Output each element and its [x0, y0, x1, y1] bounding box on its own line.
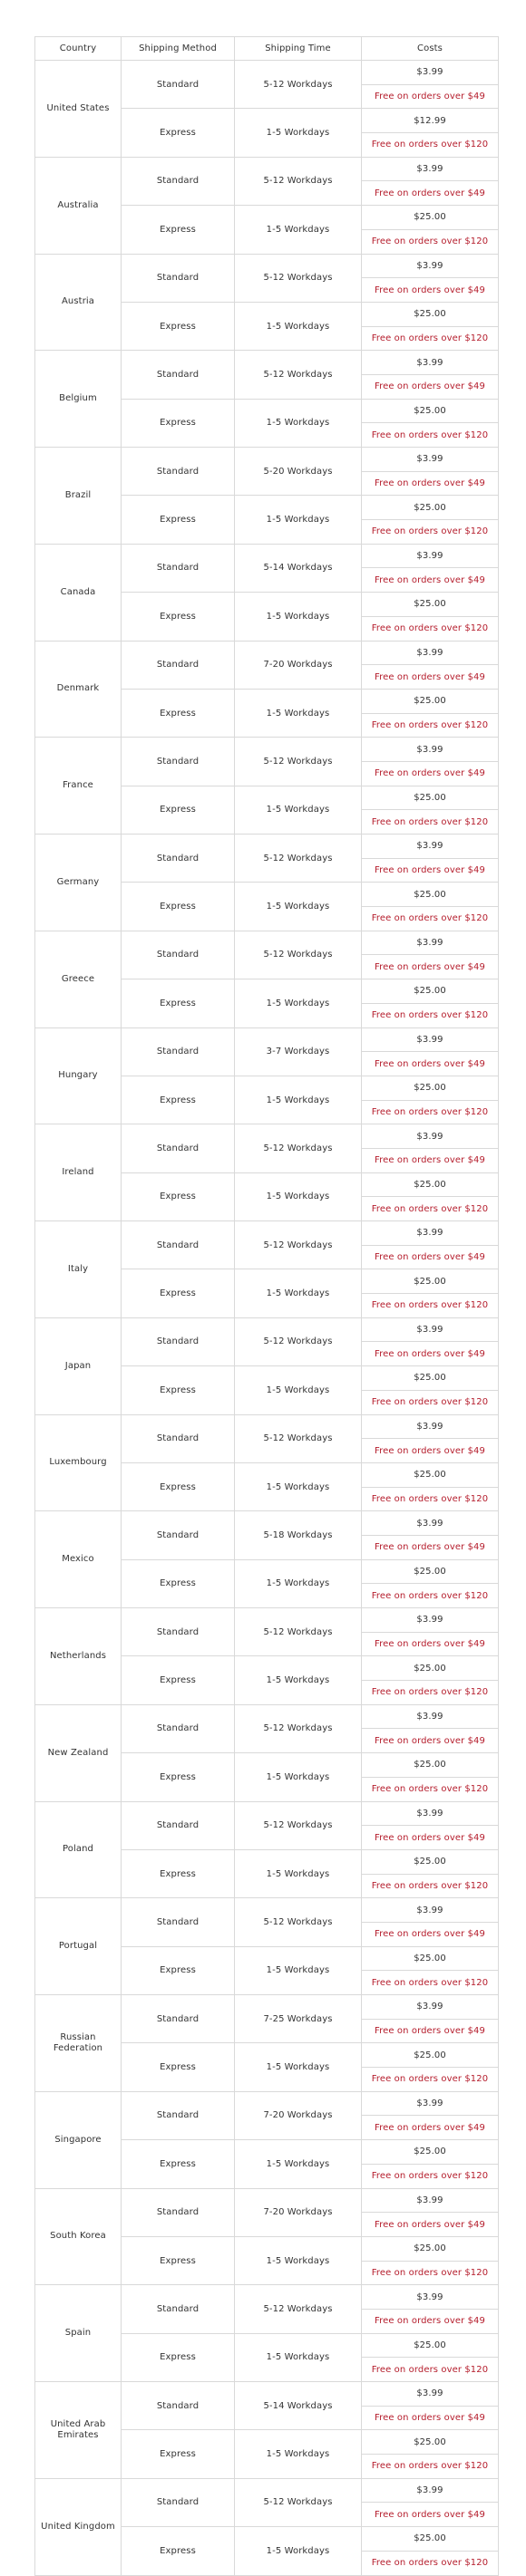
shipping-time-cell: 5-12 Workdays [235, 1608, 362, 1656]
free-shipping-note: Free on orders over $49 [362, 1052, 499, 1076]
method-cell: Standard [122, 2478, 235, 2526]
cost-cell: $3.99 [362, 1124, 499, 1149]
cost-cell: $3.99 [362, 157, 499, 181]
cost-cell: $3.99 [362, 2188, 499, 2213]
free-shipping-note: Free on orders over $120 [362, 1777, 499, 1801]
free-shipping-note: Free on orders over $120 [362, 2068, 499, 2092]
free-shipping-note: Free on orders over $49 [362, 2406, 499, 2430]
cost-cell: $25.00 [362, 1849, 499, 1874]
table-row [35, 1608, 499, 1633]
method-cell: Standard [122, 351, 235, 399]
shipping-time-cell: 5-14 Workdays [235, 544, 362, 592]
country-cell: Russian Federation [35, 1995, 122, 2092]
table-row [35, 1317, 499, 1342]
cost-cell: $3.99 [362, 1511, 499, 1536]
cost-cell: $25.00 [362, 1946, 499, 1971]
method-cell: Standard [122, 1608, 235, 1656]
cost-cell: $25.00 [362, 689, 499, 713]
free-shipping-note: Free on orders over $49 [362, 1245, 499, 1269]
method-cell: Standard [122, 61, 235, 109]
free-shipping-note: Free on orders over $49 [362, 2116, 499, 2140]
free-shipping-note: Free on orders over $49 [362, 1729, 499, 1753]
cost-cell: $3.99 [362, 254, 499, 278]
country-cell: Brazil [35, 448, 122, 545]
free-shipping-note: Free on orders over $120 [362, 1100, 499, 1124]
table-row [35, 254, 499, 278]
cost-cell: $3.99 [362, 1317, 499, 1342]
free-shipping-note: Free on orders over $49 [362, 665, 499, 690]
free-shipping-note: Free on orders over $120 [362, 133, 499, 158]
country-cell: Canada [35, 544, 122, 641]
shipping-time-cell: 5-12 Workdays [235, 2478, 362, 2526]
shipping-time-cell: 1-5 Workdays [235, 593, 362, 641]
country-cell: Australia [35, 157, 122, 254]
cost-cell: $25.00 [362, 979, 499, 1004]
method-cell: Express [122, 883, 235, 931]
shipping-time-cell: 1-5 Workdays [235, 1076, 362, 1124]
cost-cell: $3.99 [362, 1995, 499, 2020]
table-row [35, 1414, 499, 1439]
shipping-time-cell: 5-12 Workdays [235, 1704, 362, 1752]
free-shipping-note: Free on orders over $120 [362, 326, 499, 351]
cost-cell: $25.00 [362, 1269, 499, 1294]
free-shipping-note: Free on orders over $49 [362, 2309, 499, 2333]
free-shipping-note: Free on orders over $120 [362, 1584, 499, 1608]
shipping-time-cell: 7-25 Workdays [235, 1995, 362, 2043]
cost-cell: $25.00 [362, 2043, 499, 2068]
shipping-time-cell: 5-12 Workdays [235, 61, 362, 109]
method-cell: Express [122, 2333, 235, 2381]
method-cell: Express [122, 689, 235, 737]
header-costs: Costs [362, 37, 499, 61]
free-shipping-note: Free on orders over $120 [362, 2261, 499, 2285]
country-cell: Japan [35, 1317, 122, 1414]
table-row [35, 1221, 499, 1246]
cost-cell: $25.00 [362, 1366, 499, 1391]
free-shipping-note: Free on orders over $49 [362, 2213, 499, 2237]
table-row [35, 738, 499, 762]
free-shipping-note: Free on orders over $49 [362, 858, 499, 883]
method-cell: Express [122, 1656, 235, 1704]
cost-cell: $25.00 [362, 593, 499, 617]
free-shipping-note: Free on orders over $120 [362, 1971, 499, 1995]
shipping-time-cell: 1-5 Workdays [235, 1172, 362, 1220]
method-cell: Standard [122, 931, 235, 979]
cost-cell: $3.99 [362, 61, 499, 85]
method-cell: Express [122, 1849, 235, 1897]
country-cell: Ireland [35, 1124, 122, 1221]
free-shipping-note: Free on orders over $120 [362, 810, 499, 835]
table-row [35, 2382, 499, 2407]
shipping-time-cell: 1-5 Workdays [235, 883, 362, 931]
method-cell: Express [122, 979, 235, 1028]
country-cell: United Arab Emirates [35, 2382, 122, 2479]
free-shipping-note: Free on orders over $120 [362, 2164, 499, 2188]
cost-cell: $3.99 [362, 2382, 499, 2407]
country-cell: Belgium [35, 351, 122, 448]
method-cell: Standard [122, 1898, 235, 1946]
cost-cell: $25.00 [362, 2140, 499, 2165]
shipping-time-cell: 1-5 Workdays [235, 2043, 362, 2091]
method-cell: Express [122, 2236, 235, 2284]
shipping-time-cell: 5-12 Workdays [235, 1124, 362, 1172]
method-cell: Standard [122, 738, 235, 786]
shipping-time-cell: 1-5 Workdays [235, 689, 362, 737]
cost-cell: $3.99 [362, 1801, 499, 1826]
free-shipping-note: Free on orders over $120 [362, 1294, 499, 1318]
table-row [35, 1801, 499, 1826]
country-cell: United States [35, 61, 122, 158]
free-shipping-note: Free on orders over $49 [362, 761, 499, 786]
table-row [35, 2091, 499, 2116]
cost-cell: $12.99 [362, 109, 499, 133]
shipping-time-cell: 5-12 Workdays [235, 931, 362, 979]
shipping-time-cell: 1-5 Workdays [235, 2236, 362, 2284]
shipping-time-cell: 1-5 Workdays [235, 1849, 362, 1897]
country-cell: United Kingdom [35, 2478, 122, 2575]
table-row [35, 544, 499, 568]
shipping-time-cell: 5-12 Workdays [235, 1317, 362, 1365]
shipping-table [34, 36, 499, 2576]
free-shipping-note: Free on orders over $120 [362, 907, 499, 931]
country-cell: Poland [35, 1801, 122, 1898]
shipping-time-cell: 1-5 Workdays [235, 1269, 362, 1317]
free-shipping-note: Free on orders over $49 [362, 1826, 499, 1850]
method-cell: Standard [122, 1124, 235, 1172]
country-cell: Hungary [35, 1028, 122, 1124]
shipping-time-cell: 1-5 Workdays [235, 2140, 362, 2188]
method-cell: Express [122, 1559, 235, 1607]
cost-cell: $25.00 [362, 1559, 499, 1584]
shipping-time-cell: 1-5 Workdays [235, 2527, 362, 2575]
shipping-time-cell: 5-12 Workdays [235, 351, 362, 399]
cost-cell: $25.00 [362, 2333, 499, 2358]
cost-cell: $25.00 [362, 1462, 499, 1487]
shipping-time-cell: 5-20 Workdays [235, 448, 362, 496]
method-cell: Express [122, 2430, 235, 2478]
country-cell: Austria [35, 254, 122, 351]
method-cell: Express [122, 786, 235, 834]
method-cell: Standard [122, 448, 235, 496]
cost-cell: $25.00 [362, 399, 499, 423]
cost-cell: $25.00 [362, 2527, 499, 2552]
free-shipping-note: Free on orders over $49 [362, 1148, 499, 1172]
method-cell: Express [122, 2527, 235, 2575]
method-cell: Express [122, 1269, 235, 1317]
cost-cell: $3.99 [362, 2285, 499, 2310]
shipping-time-cell: 5-12 Workdays [235, 254, 362, 302]
method-cell: Standard [122, 2382, 235, 2430]
table-row [35, 2188, 499, 2213]
cost-cell: $3.99 [362, 1221, 499, 1246]
cost-cell: $25.00 [362, 302, 499, 326]
cost-cell: $3.99 [362, 931, 499, 955]
shipping-time-cell: 7-20 Workdays [235, 2188, 362, 2236]
method-cell: Express [122, 206, 235, 254]
method-cell: Express [122, 593, 235, 641]
table-row [35, 1124, 499, 1149]
table-row [35, 157, 499, 181]
table-row [35, 448, 499, 472]
method-cell: Express [122, 496, 235, 544]
cost-cell: $25.00 [362, 2430, 499, 2455]
country-cell: New Zealand [35, 1704, 122, 1801]
free-shipping-note: Free on orders over $49 [362, 1342, 499, 1366]
method-cell: Express [122, 1366, 235, 1414]
method-cell: Express [122, 1462, 235, 1510]
shipping-time-cell: 1-5 Workdays [235, 1656, 362, 1704]
table-row [35, 2285, 499, 2310]
cost-cell: $25.00 [362, 206, 499, 230]
free-shipping-note: Free on orders over $49 [362, 1922, 499, 1946]
free-shipping-note: Free on orders over $120 [362, 1487, 499, 1511]
free-shipping-note: Free on orders over $49 [362, 2503, 499, 2527]
method-cell: Standard [122, 1414, 235, 1462]
cost-cell: $3.99 [362, 351, 499, 375]
free-shipping-note: Free on orders over $120 [362, 520, 499, 545]
method-cell: Express [122, 1172, 235, 1220]
header-shipping-method: Shipping Method [122, 37, 235, 61]
free-shipping-note: Free on orders over $120 [362, 1390, 499, 1414]
method-cell: Express [122, 2140, 235, 2188]
method-cell: Standard [122, 1704, 235, 1752]
free-shipping-note: Free on orders over $49 [362, 955, 499, 979]
country-cell: South Korea [35, 2188, 122, 2285]
country-cell: Germany [35, 835, 122, 931]
country-cell: Spain [35, 2285, 122, 2382]
method-cell: Express [122, 399, 235, 447]
shipping-time-cell: 1-5 Workdays [235, 2333, 362, 2381]
table-row [35, 1995, 499, 2020]
shipping-time-cell: 1-5 Workdays [235, 786, 362, 834]
method-cell: Standard [122, 835, 235, 883]
cost-cell: $3.99 [362, 2091, 499, 2116]
cost-cell: $3.99 [362, 1414, 499, 1439]
table-row [35, 931, 499, 955]
shipping-time-cell: 1-5 Workdays [235, 302, 362, 350]
country-cell: France [35, 738, 122, 835]
table-header [35, 37, 499, 61]
cost-cell: $3.99 [362, 835, 499, 859]
method-cell: Standard [122, 1511, 235, 1559]
shipping-time-cell: 1-5 Workdays [235, 1366, 362, 1414]
country-cell: Portugal [35, 1898, 122, 1995]
shipping-time-cell: 7-20 Workdays [235, 641, 362, 689]
free-shipping-note: Free on orders over $120 [362, 2455, 499, 2479]
free-shipping-note: Free on orders over $49 [362, 84, 499, 109]
cost-cell: $3.99 [362, 641, 499, 665]
method-cell: Standard [122, 254, 235, 302]
table-row [35, 1704, 499, 1729]
method-cell: Standard [122, 1028, 235, 1076]
method-cell: Express [122, 109, 235, 157]
method-cell: Standard [122, 2091, 235, 2139]
country-cell: Mexico [35, 1511, 122, 1608]
cost-cell: $3.99 [362, 448, 499, 472]
method-cell: Standard [122, 544, 235, 592]
country-cell: Italy [35, 1221, 122, 1318]
free-shipping-note: Free on orders over $120 [362, 616, 499, 641]
method-cell: Express [122, 2043, 235, 2091]
method-cell: Express [122, 1753, 235, 1801]
shipping-time-cell: 1-5 Workdays [235, 109, 362, 157]
cost-cell: $25.00 [362, 2236, 499, 2261]
cost-cell: $25.00 [362, 883, 499, 907]
shipping-time-cell: 1-5 Workdays [235, 206, 362, 254]
country-cell: Singapore [35, 2091, 122, 2188]
free-shipping-note: Free on orders over $120 [362, 1197, 499, 1221]
cost-cell: $25.00 [362, 1656, 499, 1681]
free-shipping-note: Free on orders over $120 [362, 423, 499, 448]
shipping-time-cell: 7-20 Workdays [235, 2091, 362, 2139]
table-row [35, 1511, 499, 1536]
table-row [35, 835, 499, 859]
method-cell: Standard [122, 157, 235, 205]
shipping-time-cell: 3-7 Workdays [235, 1028, 362, 1076]
free-shipping-note: Free on orders over $49 [362, 374, 499, 399]
free-shipping-note: Free on orders over $120 [362, 713, 499, 738]
shipping-time-cell: 5-12 Workdays [235, 1801, 362, 1849]
table-row [35, 1898, 499, 1923]
shipping-time-cell: 1-5 Workdays [235, 2430, 362, 2478]
header-row [35, 37, 499, 61]
cost-cell: $25.00 [362, 1076, 499, 1100]
table-row [35, 61, 499, 85]
method-cell: Express [122, 302, 235, 350]
cost-cell: $3.99 [362, 1608, 499, 1633]
cost-cell: $3.99 [362, 738, 499, 762]
shipping-time-cell: 5-14 Workdays [235, 2382, 362, 2430]
shipping-time-cell: 1-5 Workdays [235, 1559, 362, 1607]
shipping-time-cell: 1-5 Workdays [235, 496, 362, 544]
method-cell: Express [122, 1076, 235, 1124]
method-cell: Standard [122, 2188, 235, 2236]
free-shipping-note: Free on orders over $120 [362, 2358, 499, 2382]
cost-cell: $3.99 [362, 1704, 499, 1729]
shipping-time-cell: 5-12 Workdays [235, 1898, 362, 1946]
table-row [35, 351, 499, 375]
cost-cell: $25.00 [362, 1172, 499, 1197]
free-shipping-note: Free on orders over $120 [362, 1874, 499, 1898]
shipping-time-cell: 5-12 Workdays [235, 1221, 362, 1269]
shipping-time-cell: 5-12 Workdays [235, 738, 362, 786]
table-row [35, 2478, 499, 2503]
free-shipping-note: Free on orders over $120 [362, 229, 499, 254]
cost-cell: $3.99 [362, 1028, 499, 1052]
method-cell: Standard [122, 641, 235, 689]
shipping-time-cell: 5-12 Workdays [235, 1414, 362, 1462]
shipping-time-cell: 1-5 Workdays [235, 1753, 362, 1801]
free-shipping-note: Free on orders over $120 [362, 1681, 499, 1705]
method-cell: Standard [122, 1317, 235, 1365]
country-cell: Luxembourg [35, 1414, 122, 1511]
free-shipping-note: Free on orders over $120 [362, 2551, 499, 2575]
shipping-time-cell: 5-18 Workdays [235, 1511, 362, 1559]
free-shipping-note: Free on orders over $49 [362, 568, 499, 593]
shipping-time-cell: 5-12 Workdays [235, 157, 362, 205]
free-shipping-note: Free on orders over $49 [362, 181, 499, 206]
country-cell: Denmark [35, 641, 122, 738]
header-country: Country [35, 37, 122, 61]
shipping-time-cell: 1-5 Workdays [235, 979, 362, 1028]
cost-cell: $3.99 [362, 544, 499, 568]
cost-cell: $3.99 [362, 2478, 499, 2503]
shipping-time-cell: 5-12 Workdays [235, 835, 362, 883]
method-cell: Standard [122, 1801, 235, 1849]
free-shipping-note: Free on orders over $49 [362, 2019, 499, 2043]
shipping-time-cell: 1-5 Workdays [235, 399, 362, 447]
shipping-time-cell: 5-12 Workdays [235, 2285, 362, 2333]
cost-cell: $25.00 [362, 786, 499, 810]
free-shipping-note: Free on orders over $49 [362, 471, 499, 496]
table-row [35, 641, 499, 665]
method-cell: Standard [122, 1995, 235, 2043]
cost-cell: $25.00 [362, 1753, 499, 1778]
table-body [35, 61, 499, 2576]
free-shipping-note: Free on orders over $49 [362, 278, 499, 303]
country-cell: Greece [35, 931, 122, 1028]
free-shipping-note: Free on orders over $120 [362, 1003, 499, 1028]
method-cell: Express [122, 1946, 235, 1994]
country-cell: Netherlands [35, 1608, 122, 1705]
cost-cell: $3.99 [362, 1898, 499, 1923]
header-shipping-time: Shipping Time [235, 37, 362, 61]
table-row [35, 1028, 499, 1052]
method-cell: Standard [122, 2285, 235, 2333]
method-cell: Standard [122, 1221, 235, 1269]
cost-cell: $25.00 [362, 496, 499, 520]
shipping-time-cell: 1-5 Workdays [235, 1462, 362, 1510]
shipping-time-cell: 1-5 Workdays [235, 1946, 362, 1994]
free-shipping-note: Free on orders over $49 [362, 1439, 499, 1463]
free-shipping-note: Free on orders over $49 [362, 1632, 499, 1656]
free-shipping-note: Free on orders over $49 [362, 1535, 499, 1559]
